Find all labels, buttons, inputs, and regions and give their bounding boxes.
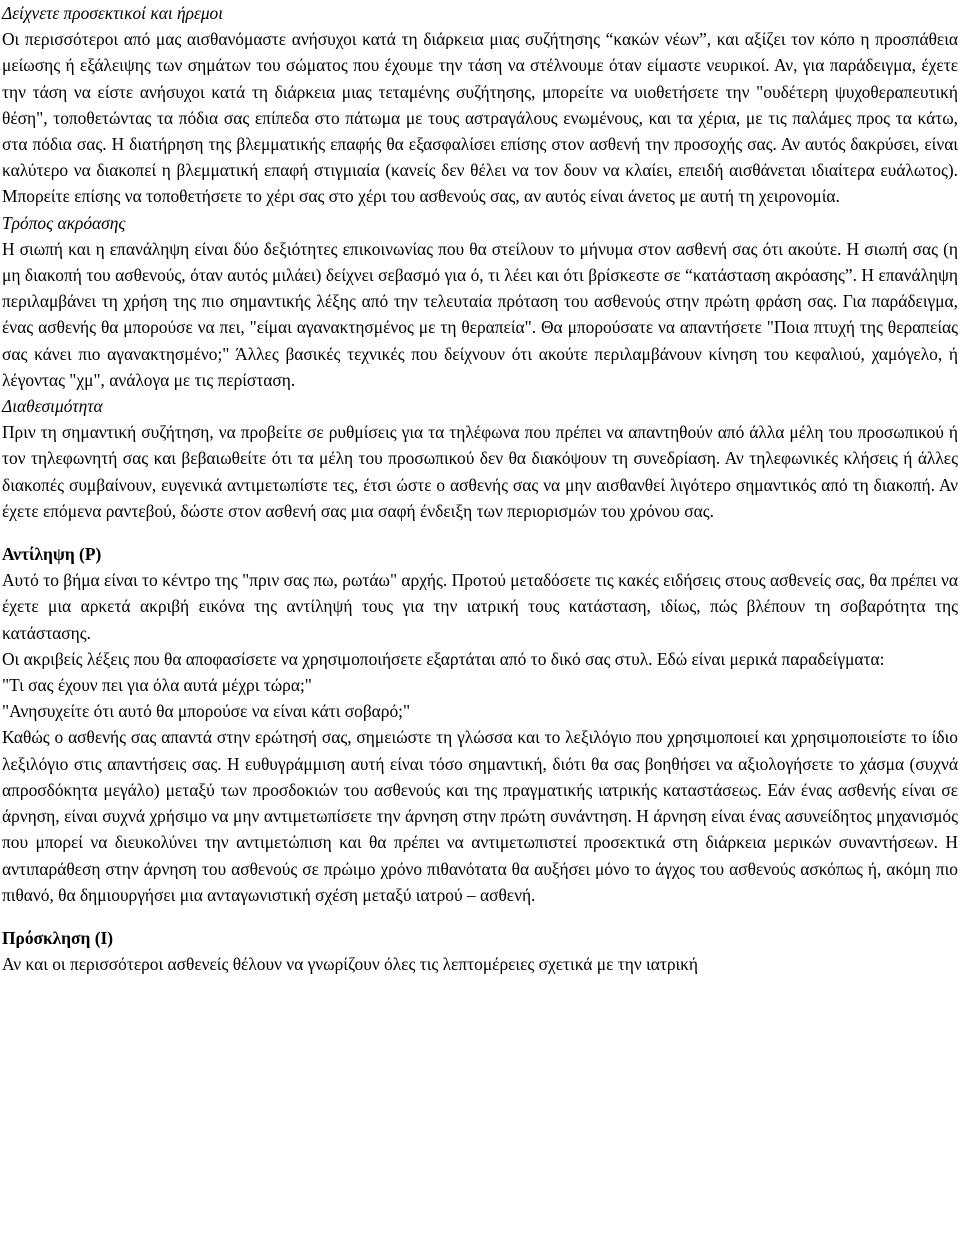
paragraph: Αν και οι περισσότεροι ασθενείς θέλουν να γνωρίζουν όλες τις λεπτομέρειες σχετικά με την ιατρική [2,954,699,975]
paragraph: Οι περισσότεροι από μας αισθανόμαστε ανήσυχοι κατά τη διάρκεια μιας συζήτησης “κακών νέων”, και αξίζει τον κόπο η προσπάθεια μείωσης ή εξάλειψης των σημάτων του σώματος που έχουμε την τάση να στέλνουμε όταν είμαστε νευρικοί. Αν, για παράδειγμα, έχετε την τάση να είστε ανήσυχοι κατά τη διάρκεια μιας τεταμένης συζήτησης, μπορείτε να υιοθετήσετε την "ουδέτερη ψυχοθεραπευτική θέση", τοποθετώντας τα πόδια σας επίπεδα στο πάτωμα με τους αστραγάλους ενωμένους, και τα χέρια, με τις παλάμες προς τα κάτω, στα πόδια σας. Η διατήρηση της βλεμματικής επαφής θα εξασφαλίσει επίσης στον ασθενή την προσοχής σας. Αν αυτός δακρύσει, είναι καλύτερο να διακοπεί η βλεμματική επαφή στιγμιαία (κανείς δεν θέλει να τον δουν να κλαίει, επειδή αισθάνεται ιδιαίτερα ευάλωτος). Μπορείτε επίσης να τοποθετήσετε το χέρι σας στο χέρι του ασθενούς σας, αν αυτός είναι άνετος με αυτή τη χειρονομία. [2,29,958,207]
section-heading-invitation: Πρόσκληση (I) [2,927,114,948]
paragraph: Πριν τη σημαντική συζήτηση, να προβείτε σε ρυθμίσεις για τα τηλέφωνα που πρέπει να απαντηθούν από άλλα μέλη του προσωπικού ή τον τηλεφωνητή σας και βεβαιωθείτε ότι τα μέλη του προσωπικού δεν θα διακόψουν τη συνεδρίαση. Αν τηλεφωνικές κλήσεις ή άλλες διακοπές συμβαίνουν, ευγενικά αντιμετωπίστε τες, έτσι ώστε ο ασθενής σας να μην αισθανθεί λιγότερο σημαντικός από τη διακοπή. Αν έχετε επόμενα ραντεβού, δώστε στον ασθενή σας μια σαφή ένδειξη των περιορισμών του χρόνου σας. [2,422,958,521]
paragraph: Οι ακριβείς λέξεις που θα αποφασίσετε να χρησιμοποιήσετε εξαρτάται από το δικό σας στυλ. Εδώ είναι μερικά παραδείγματα: [2,648,885,669]
example-question: "Τι σας έχουν πει για όλα αυτά μέχρι τώρα;" [2,675,312,696]
paragraph: Αυτό το βήμα είναι το κέντρο της "πριν σας πω, ρωτάω" αρχής. Προτού μεταδόσετε τις κακές ειδήσεις στους ασθενείς σας, θα πρέπει να έχετε μια αρκετά ακριβή εικόνα της αντίληψή τους για την ιατρική τους κατάσταση, ιδίως, πώς βλέπουν τη σοβαρότητα της κατάστασης. [2,570,958,643]
section-heading-perception: Αντίληψη (P) [2,544,102,565]
paragraph: Η σιωπή και η επανάληψη είναι δύο δεξιότητες επικοινωνίας που θα στείλουν το μήνυμα στον ασθενή σας ότι ακούτε. Η σιωπή σας (η μη διακοπή του ασθενούς, όταν αυτός μιλάει) δείχνει σεβασμό για ό, τι λέει και ότι βρίσκεστε σε “κατάσταση ακρόασης”. Η επανάληψη περιλαμβάνει τη χρήση της πιο σημαντικής λέξης από την τελευταία πρόταση του ασθενούς στην πρώτη φράση σας. Για παράδειγμα, ένας ασθενής θα μπορούσε να πει, "είμαι αγανακτησμένος με τη θεραπεία". Θα μπορούσατε να απαντήσετε "Ποια πτυχή της θεραπείας σας κάνει πιο αγανακτησμένο;" Άλλες βασικές τεχνικές που δείχνουν ότι ακούτε περιλαμβάνουν κίνηση του κεφαλιού, χαμόγελο, ή λέγοντας "χμ", ανάλογα με τις περίσταση. [2,238,958,390]
section-heading-availability: Διαθεσιμότητα [2,396,103,417]
example-question: "Ανησυχείτε ότι αυτό θα μπορούσε να είναι κάτι σοβαρό;" [2,701,411,722]
section-heading-show-care: Δείχνετε προσεκτικοί και ήρεμοι [2,3,224,23]
paragraph: Καθώς ο ασθενής σας απαντά στην ερώτησή σας, σημειώστε τη γλώσσα και το λεξιλόγιο που χρησιμοποιεί και χρησιμοποιείστε το ίδιο λεξιλόγιο στις απαντήσεις σας. Η ευθυγράμμιση αυτή είναι τόσο σημαντική, διότι θα σας βοηθήσει να αξιολογήσετε το χάσμα (συχνά απροσδόκητα μεγάλο) μεταξύ των προσδοκιών του ασθενούς και της πραγματικής ιατρικής καταστάσεως. Εάν ένας ασθενής είναι σε άρνηση, είναι συχνά χρήσιμο να μην αντιμετωπίσετε την άρνηση στην πρώτη συνάντηση. Η άρνηση είναι ένας ασυνείδητος μηχανισμός που μπορεί να διευκολύνει την αντιμετώπιση και θα πρέπει να αντιμετωπιστεί προσεκτικά στη διάρκεια μερικών συναντήσεων. Η αντιπαράθεση στην άρνηση του ασθενούς σε πρώιμο χρόνο πιθανότατα θα αυξήσει μόνο το άγχος του ασθενούς ασκόπως ή, ακόμη πιο πιθανό, θα δημιουργήσει μια ανταγωνιστική σχέση μεταξύ ιατρού – ασθενή. [2,727,958,905]
section-heading-listening: Τρόπος ακρόασης [2,212,126,233]
